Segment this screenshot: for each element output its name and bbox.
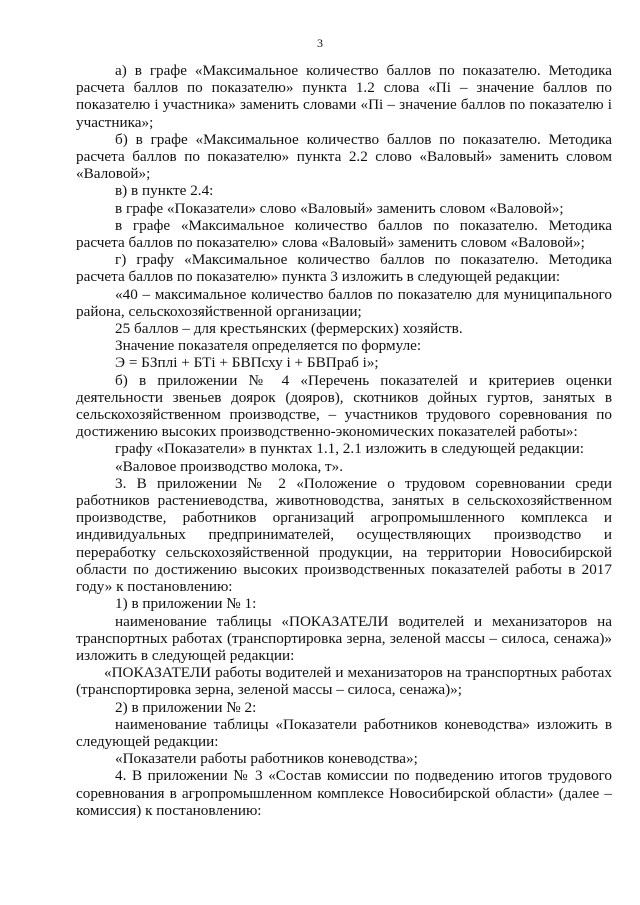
paragraph: графу «Показатели» в пунктах 1.1, 2.1 изложить в следующей редакции:	[115, 440, 584, 458]
paragraph: г) графу «Максимальное количество баллов по показателю. Методика расчета баллов по показателю» пункта 3 изложить в следующей редакции:	[76, 251, 612, 286]
paragraph: в графе «Показатели» слово «Валовый» заменить словом «Валовой»;	[115, 199, 564, 217]
page-number: 3	[317, 36, 323, 50]
paragraph: 25 баллов – для крестьянских (фермерских) хозяйств.	[115, 320, 463, 338]
paragraph: Значение показателя определяется по формуле:	[115, 337, 422, 355]
formula: Э = БЗплi + БТi + БВПсху i + БВПраб i»;	[115, 354, 379, 372]
paragraph: 4. В приложении № 3 «Состав комиссии по подведению итогов трудового соревнования в агропромышленном комплексе Новосибирской области» (далее – комиссия) к постановлению:	[76, 767, 612, 819]
paragraph: 3. В приложении № 2 «Положение о трудовом соревновании среди работников растениеводства, животноводства, занятых в сельскохозяйственном производстве, работников организаций агропромышленного комплекса и индивидуальных предпринимателей, осуществляющих производство и переработку сельскохозяйственной продукции, на территории Новосибирской области по достижению высоких производственных показателей работы в 2017 году» к постановлению:	[76, 474, 612, 596]
paragraph: в) в пункте 2.4:	[115, 182, 214, 200]
paragraph: а) в графе «Максимальное количество баллов по показателю. Методика расчета баллов по показателю» пункта 1.2 слова «Пi – значение баллов по показателю i участника» заменить словами «Пi – значение баллов по показателю i участника»;	[76, 62, 612, 131]
paragraph: б) в приложении № 4 «Перечень показателей и критериев оценки деятельности звеньев доярок (дояров), скотников дойных гуртов, занятых в сельскохозяйственном производстве, – участников трудового соревнования по достижению высоких производственно-экономических показателей работы»:	[76, 371, 612, 441]
paragraph: «Показатели работы работников коневодства»;	[115, 750, 418, 768]
paragraph: б) в графе «Максимальное количество баллов по показателю. Методика расчета баллов по показателю» пункта 2.2 слово «Валовый» заменить словом «Валовой»;	[76, 130, 612, 183]
paragraph: 1) в приложении № 1:	[115, 595, 257, 613]
paragraph: 2) в приложении № 2:	[115, 698, 257, 716]
paragraph: наименование таблицы «ПОКАЗАТЕЛИ водителей и механизаторов на транспортных работах (транспортировка зерна, зеленой массы – силоса, сенажа)» изложить в следующей редакции:	[76, 612, 612, 664]
paragraph: «40 – максимальное количество баллов по показателю для муниципального района, сельскохозяйственной организации;	[76, 285, 612, 320]
paragraph: наименование таблицы «Показатели работников коневодства» изложить в следующей редакции:	[76, 715, 612, 750]
document-body	[76, 62, 612, 819]
paragraph: «Валовое производство молока, т».	[115, 457, 344, 475]
paragraph: «ПОКАЗАТЕЛИ работы водителей и механизаторов на транспортных работах (транспортировка зерна, зеленой массы – силоса, сенажа)»;	[76, 664, 612, 699]
paragraph: в графе «Максимальное количество баллов по показателю. Методика расчета баллов по показателю» слова «Валовый» заменить словом «Валовой»;	[76, 216, 612, 252]
